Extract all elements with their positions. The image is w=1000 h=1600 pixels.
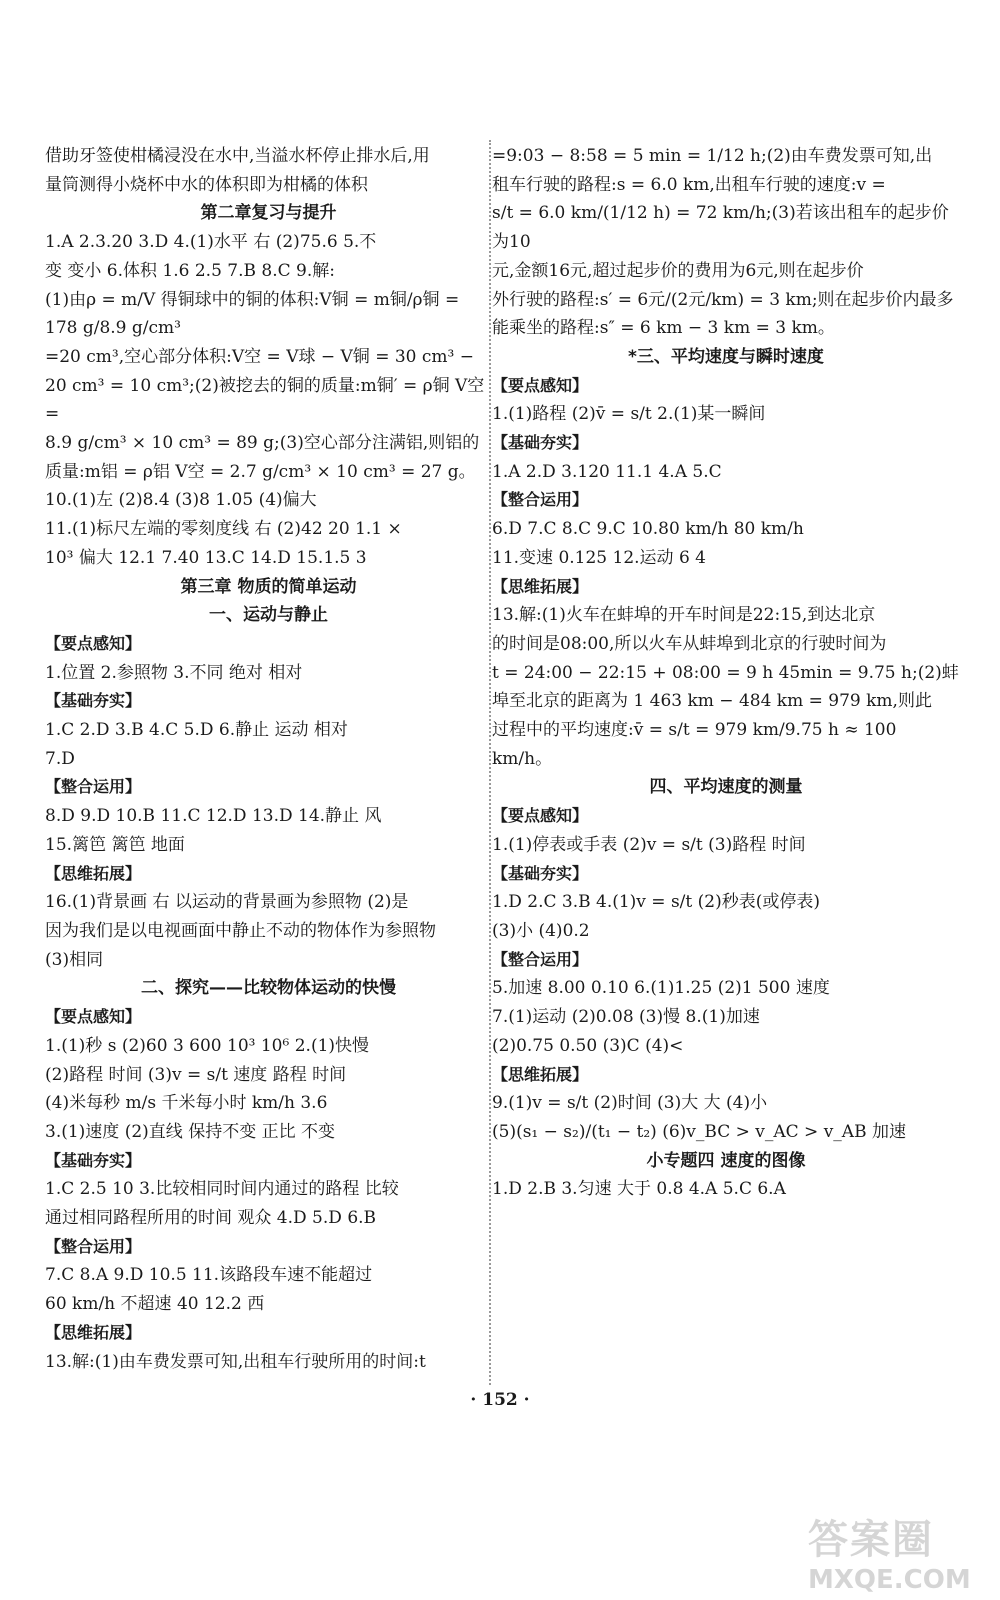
answer-line: 13.解:(1)由车费发票可知,出租车行驶所用的时间:t [45, 1351, 426, 1372]
answer-line: 60 km/h 不超速 40 12.2 西 [45, 1294, 265, 1315]
section-title: 一、运动与静止 [209, 605, 328, 626]
answer-line: (3)小 (4)0.2 [492, 920, 590, 941]
answer-line: 20 cm³ = 10 cm³;(2)被挖去的铜的质量:m铜′ = ρ铜 V空 = [45, 375, 485, 425]
subsection-heading: 【基础夯实】 [45, 691, 142, 711]
subsection-heading: 【思维拓展】 [45, 1322, 142, 1342]
answer-line: =9:03 − 8:58 = 5 min = 1/12 h;(2)由车费发票可知,出 [492, 146, 933, 166]
answer-line: 1.D 2.C 3.B 4.(1)v = s/t (2)秒表(或停表) [492, 892, 820, 913]
answer-line: 1.(1)停表或手表 (2)v = s/t (3)路程 时间 [492, 834, 806, 855]
answer-line: 通过相同路程所用的时间 观众 4.D 5.D 6.B [45, 1208, 377, 1229]
answer-line: 1.C 2.D 3.B 4.C 5.D 6.静止 运动 相对 [45, 720, 348, 741]
answer-line: =20 cm³,空心部分体积:V空 = V球 − V铜 = 30 cm³ − [45, 346, 474, 367]
answer-line: (2)路程 时间 (3)v = s/t 速度 路程 时间 [45, 1064, 347, 1085]
answer-line: (4)米每秒 m/s 千米每小时 km/h 3.6 [45, 1093, 328, 1114]
answer-line: 外行驶的路程:s′ = 6元/(2元/km) = 3 km;则在起步价内最多 [492, 289, 954, 310]
section-title: 第三章 物质的简单运动 [180, 576, 357, 597]
subsection-heading: 【思维拓展】 [492, 1064, 589, 1084]
answer-line: 1.位置 2.参照物 3.不同 绝对 相对 [45, 662, 303, 683]
answer-line: 10.(1)左 (2)8.4 (3)8 1.05 (4)偏大 [45, 490, 317, 511]
answer-line: 1.A 2.D 3.120 11.1 4.A 5.C [492, 461, 722, 482]
answer-line: 8.D 9.D 10.B 11.C 12.D 13.D 14.静止 风 [45, 806, 382, 827]
answer-line: 量筒测得小烧杯中水的体积即为柑橘的体积 [45, 174, 368, 195]
watermark-text: 答案圈 [808, 1517, 934, 1563]
answer-line: 因为我们是以电视画面中静止不动的物体作为参照物 [45, 920, 436, 941]
section-title: *三、平均速度与瞬时速度 [628, 346, 824, 367]
page-number: · 152 · [470, 1390, 530, 1410]
subsection-heading: 【要点感知】 [45, 1007, 142, 1027]
watermark-logo [808, 1508, 978, 1596]
answer-line: 7.D [45, 748, 75, 769]
answer-line: (1)由ρ = m/V 得铜球中的铜的体积:V铜 = m铜/ρ铜 = 178 g/8.9 g/cm³ [45, 289, 460, 339]
answer-line: 9.(1)v = s/t (2)时间 (3)大 大 (4)小 [492, 1093, 768, 1114]
answer-line: 1.C 2.5 10 3.比较相同时间内通过的路程 比较 [45, 1179, 399, 1200]
subsection-heading: 【思维拓展】 [45, 863, 142, 883]
answer-line: (5)(s₁ − s₂)/(t₁ − t₂) (6)v_BC > v_AC > v_AB 加速 [492, 1121, 906, 1142]
answer-line: 过程中的平均速度:v̄ = s/t = 979 km/9.75 h ≈ 100 km/h。 [492, 720, 897, 769]
left-column [45, 142, 492, 1376]
answer-line: 5.加速 8.00 0.10 6.(1)1.25 (2)1 500 速度 [492, 978, 830, 999]
answer-line: 1.(1)秒 s (2)60 3 600 10³ 10⁶ 2.(1)快慢 [45, 1035, 370, 1056]
section-title: 小专题四 速度的图像 [646, 1150, 806, 1171]
answer-line: 质量:m铝 = ρ铝 V空 = 2.7 g/cm³ × 10 cm³ = 27 g。 [45, 461, 476, 482]
answer-line: 借助牙签使柑橘浸没在水中,当溢水杯停止排水后,用 [45, 146, 430, 166]
answer-line: 15.篱笆 篱笆 地面 [45, 834, 185, 855]
watermark-url: MXQE.COM [808, 1565, 971, 1595]
answer-line: 3.(1)速度 (2)直线 保持不变 正比 不变 [45, 1121, 335, 1142]
answer-line: 1.D 2.B 3.匀速 大于 0.8 4.A 5.C 6.A [492, 1179, 786, 1200]
answer-line: 能乘坐的路程:s″ = 6 km − 3 km = 3 km。 [492, 318, 835, 339]
subsection-heading: 【要点感知】 [492, 375, 589, 395]
answer-line: 埠至北京的距离为 1 463 km − 484 km = 979 km,则此 [492, 691, 932, 712]
subsection-heading: 【基础夯实】 [492, 863, 589, 883]
answer-line: 7.(1)运动 (2)0.08 (3)慢 8.(1)加速 [492, 1007, 760, 1028]
answer-line: 11.(1)标尺左端的零刻度线 右 (2)42 20 1.1 × [45, 519, 402, 540]
answer-line: 租车行驶的路程:s = 6.0 km,出租车行驶的速度:v = [492, 174, 886, 195]
answer-line: 16.(1)背景画 右 以运动的背景画为参照物 (2)是 [45, 892, 409, 913]
answer-line: 11.变速 0.125 12.运动 6 4 [492, 547, 706, 568]
answer-line: t = 24:00 − 22:15 + 08:00 = 9 h 45min = 9.75 h;(2)蚌 [492, 662, 959, 683]
subsection-heading: 【整合运用】 [45, 777, 142, 797]
answer-line: (3)相同 [45, 949, 104, 970]
subsection-heading: 【要点感知】 [45, 633, 142, 653]
answer-line: 1.A 2.3.20 3.D 4.(1)水平 右 (2)75.6 5.不 [45, 232, 377, 253]
answer-line: 8.9 g/cm³ × 10 cm³ = 89 g;(3)空心部分注满铝,则铝的 [45, 433, 480, 454]
section-title: 四、平均速度的测量 [649, 777, 803, 798]
subsection-heading: 【思维拓展】 [492, 576, 589, 596]
answer-line: 10³ 偏大 12.1 7.40 13.C 14.D 15.1.5 3 [45, 547, 367, 568]
subsection-heading: 【整合运用】 [492, 490, 589, 510]
subsection-heading: 【要点感知】 [492, 806, 589, 826]
answer-line: 6.D 7.C 8.C 9.C 10.80 km/h 80 km/h [492, 519, 804, 540]
answer-line: (2)0.75 0.50 (3)C (4)< [492, 1035, 684, 1056]
answer-line: 1.(1)路程 (2)v̄ = s/t 2.(1)某一瞬间 [492, 404, 766, 425]
right-column [492, 142, 960, 1204]
section-title: 第二章复习与提升 [200, 203, 337, 224]
subsection-heading: 【整合运用】 [45, 1236, 142, 1256]
answer-line: 13.解:(1)火车在蚌埠的开车时间是22:15,到达北京 [492, 605, 876, 626]
answer-line: 变 变小 6.体积 1.6 2.5 7.B 8.C 9.解: [45, 260, 336, 281]
answer-line: 的时间是08:00,所以火车从蚌埠到北京的行驶时间为 [492, 633, 887, 654]
subsection-heading: 【基础夯实】 [492, 433, 589, 453]
subsection-heading: 【基础夯实】 [45, 1150, 142, 1170]
answer-line: 元,金额16元,超过起步价的费用为6元,则在起步价 [492, 260, 864, 281]
section-title: 二、探究——比较物体运动的快慢 [141, 978, 396, 999]
subsection-heading: 【整合运用】 [492, 949, 589, 969]
answer-line: s/t = 6.0 km/(1/12 h) = 72 km/h;(3)若该出租车的起步价为10 [492, 203, 949, 253]
answer-line: 7.C 8.A 9.D 10.5 11.该路段车速不能超过 [45, 1265, 373, 1286]
